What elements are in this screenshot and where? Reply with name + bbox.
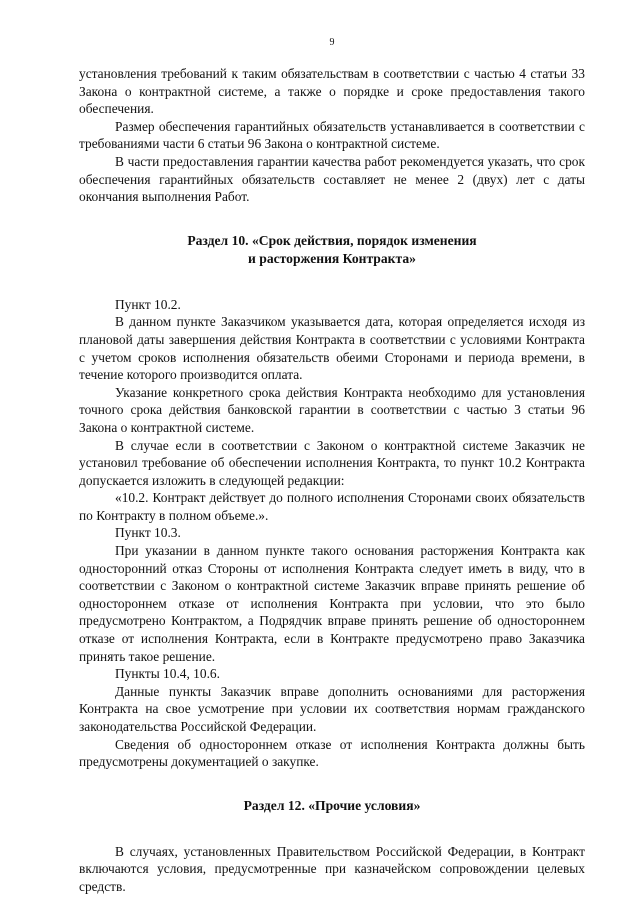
paragraph: Указание конкретного срока действия Контракта необходимо для установления точного срока действия банковской гарантии в соответствии с частью 3 статьи 96 Закона о контрактной системе. bbox=[79, 384, 585, 435]
paragraph: Сведения об одностороннем отказе от исполнения Контракта должны быть предусмотрены документацией о закупке. bbox=[79, 736, 585, 770]
paragraph: При указании в данном пункте такого основания расторжения Контракта как односторонний отказ Стороны от исполнения Контракта следует иметь в виду, что в соответствии с Законом о контрактной системе Заказчик вправе принять решение об одностороннем отказе от исполнения Контракта при условии, что это было предусмотрено Контрактом, а Подрядчик вправе принять решение об одностороннем отказе от исполнения Контракта, если в Контракте предусмотрено право Заказчика принять такое решение. bbox=[79, 543, 585, 664]
section-10-heading bbox=[79, 232, 585, 268]
section-12-heading bbox=[79, 797, 585, 815]
paragraph: В данном пункте Заказчиком указывается дата, которая определяется исходя из плановой даты завершения действия Контракта в соответствии с условиями Контракта с учетом сроков исполнения обязательств обеими Сторонами и периода времени, в течение которого производится оплата. bbox=[79, 314, 585, 383]
quoted-clause: «10.2. Контракт действует до полного исполнения Сторонами своих обязательств по Контракту в полном объеме.». bbox=[79, 490, 585, 523]
section-10-title-line-2: и расторжения Контракта» bbox=[248, 250, 416, 266]
clause-label: Пункт 10.2. bbox=[115, 296, 181, 312]
section-10-title-line-1: Раздел 10. «Срок действия, порядок изменения bbox=[187, 232, 477, 248]
paragraph: Размер обеспечения гарантийных обязательств устанавливается в соответствии с требованиями части 6 статьи 96 Закона о контрактной системе. bbox=[79, 118, 585, 152]
paragraph: Данные пункты Заказчик вправе дополнить основаниями для расторжения Контракта на свое усмотрение при условии их соответствия нормам гражданского законодательства Российской Федерации. bbox=[79, 683, 585, 734]
clause-label: Пункты 10.4, 10.6. bbox=[115, 666, 220, 682]
page-number: 9 bbox=[329, 37, 335, 48]
paragraph: установления требований к таким обязательствам в соответствии с частью 4 статьи 33 Закона о контрактной системе, а также о порядке и сроке предоставления такого обеспечения. bbox=[79, 66, 585, 117]
paragraph: В части предоставления гарантии качества работ рекомендуется указать, что срок обеспечения гарантийных обязательств составляет не менее 2 (двух) лет с даты окончания выполнения Работ. bbox=[79, 153, 585, 205]
paragraph: В случае если в соответствии с Законом о контрактной системе Заказчик не установил требование об обеспечении исполнения Контракта, то пункт 10.2 Контракта допускается изложить в следующей редакции: bbox=[79, 437, 585, 488]
clause-label: Пункт 10.3. bbox=[115, 525, 181, 541]
section-12-title: Раздел 12. «Прочие условия» bbox=[243, 797, 421, 813]
document-body bbox=[79, 65, 585, 896]
paragraph: В случаях, установленных Правительством Российской Федерации, в Контракт включаются условия, предусмотренные при казначейском сопровождении целевых средств. bbox=[79, 843, 585, 894]
